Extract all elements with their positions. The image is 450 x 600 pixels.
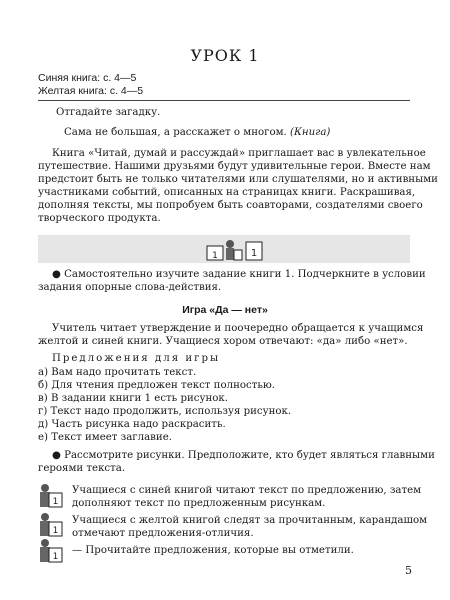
svg-text:1: 1 bbox=[250, 248, 258, 259]
page-number: 5 bbox=[405, 564, 412, 577]
list-item: в) В задании книги 1 есть рисунок. bbox=[38, 393, 228, 404]
page: УРОК 1 Синяя книга: с. 4—5 Желтая книга: с. 4—5 Отгадайте загадку. Сама не большая, а расскажет о многом. (Книга) Книга «Читай, думай и рассуждай» приглашает вас в увлекательное путешествие. Нашими друзьями будут удивительные герои. Вместе нам предстоит быть не только читателями или слушателями, но и активными участниками событий, описанных на страницах книги. Раскрашивая, дополняя тексты, мы попробуем быть соавторами, создателями своего творческого продукта. 1 1 ● Самостоятельно изучите задание книги 1. Подчеркните в условии задания опорные слова-действия. Игра «Да — нет» Учитель читает утверждение и поочередно обращается к учащимся желтой и синей книги. Учащиеся хором отвечают: «да» либо «нет». Предложения для игры а) Вам надо прочитать текст. б) Для чтения предложен текст полностью. в) В задании книги 1 есть рисунок. г) Текст надо продолжить, используя рисунок. д) Часть рисунка надо раскрасить. е) Текст имеет заглавие. ● Рассмотрите рисунки. Предположите, кто будет являться главными героями текста. 1 Учащиеся с синей книгой читают текст по предложению, затем дополняют текст по предложенным рисункам. 1 Учащиеся с желтой книгой следят за прочитанным, карандашом отмечают предложения-отличия. 1 — Прочитайте предложения, которые вы отметили. 5 bbox=[0, 0, 450, 600]
list-item: а) Вам надо прочитать текст. bbox=[38, 367, 197, 378]
list-item: б) Для чтения предложен текст полностью. bbox=[38, 380, 275, 391]
svg-text:1: 1 bbox=[52, 526, 59, 536]
svg-text:1: 1 bbox=[52, 497, 59, 507]
list-item: д) Часть рисунка надо раскрасить. bbox=[38, 419, 226, 430]
book1-icon bbox=[244, 238, 264, 262]
blue-book-reader-icon bbox=[38, 483, 64, 509]
list-item: г) Текст надо продолжить, используя рисунок. bbox=[38, 406, 292, 417]
book1-reader-icon bbox=[206, 238, 244, 262]
game-heading: Игра «Да — нет» bbox=[182, 304, 268, 316]
riddle-answer: (Книга) bbox=[290, 127, 331, 138]
lesson-title: УРОК 1 bbox=[190, 46, 260, 65]
yellow-book-ref: Желтая книга: с. 4—5 bbox=[38, 85, 144, 97]
blue-book-ref: Синяя книга: с. 4—5 bbox=[38, 72, 137, 84]
riddle-text: Сама не большая, а расскажет о многом. (Книга) bbox=[64, 127, 331, 138]
reader-icon bbox=[38, 538, 64, 564]
yellow-book-reader-icon bbox=[38, 512, 64, 538]
svg-text:1: 1 bbox=[212, 251, 218, 261]
riddle-intro: Отгадайте загадку. bbox=[56, 107, 161, 118]
final-task-text: — Прочитайте предложения, которые вы отметили. bbox=[72, 545, 354, 556]
list-item: е) Текст имеет заглавие. bbox=[38, 432, 172, 443]
sentences-list-title: Предложения для игры bbox=[52, 353, 221, 364]
header-divider bbox=[38, 100, 410, 101]
svg-text:1: 1 bbox=[52, 552, 59, 562]
